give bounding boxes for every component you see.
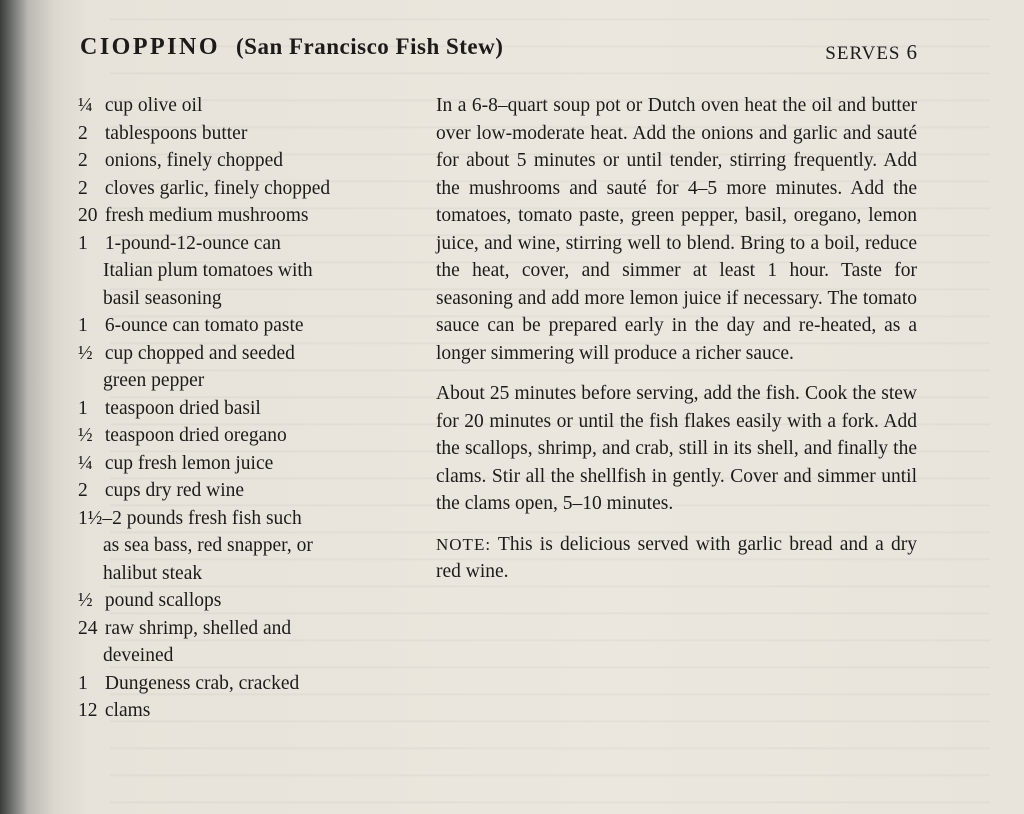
ingredient-text-cont: green pepper xyxy=(103,370,205,391)
ingredient-qty: 1 xyxy=(78,232,88,254)
ingredient-qty: 1 xyxy=(78,315,88,336)
ingredient-item xyxy=(78,395,398,423)
ingredient-text: cup olive oil xyxy=(104,95,203,116)
note-label: NOTE: xyxy=(436,534,492,554)
ingredient-qty: 2 xyxy=(78,177,88,199)
method-paragraph: In a 6-8–quart soup pot or Dutch oven heat the oil and butter over low-moderate heat. Add the onions and garlic and sauté for about 5 minutes or until tender, stirring frequently. Add the mushrooms and sauté for 4–5 more minutes. Add the tomatoes, tomato paste, green pepper, basil, oregano, lemon juice, and wine, stirring well to blend. Bring to a boil, reduce the heat, cover, and simmer at least 1 hour. Taste for seasoning and add more lemon juice if necessary. The tomato sauce can be prepared early in the day and re-heated, as a longer simmering will produce a richer sauce. xyxy=(436,95,917,364)
serves-value: 6 xyxy=(906,40,917,64)
ingredient-text: clams xyxy=(104,700,151,721)
ingredient-item xyxy=(78,615,398,670)
ingredient-qty: 1 xyxy=(78,672,88,694)
ingredient-qty: 24 xyxy=(78,617,98,639)
ingredient-text: teaspoon dried oregano xyxy=(104,425,287,446)
ingredient-item xyxy=(78,450,398,478)
ingredient-text: 6-ounce can tomato paste xyxy=(104,315,304,336)
note-text: This is delicious served with garlic bread and a dry red wine. xyxy=(436,533,917,582)
ingredient-qty: 1½–2 xyxy=(78,507,122,529)
ingredient-list xyxy=(78,92,398,725)
ingredient-text-cont: deveined xyxy=(103,645,174,666)
ingredient-text: cup fresh lemon juice xyxy=(104,452,274,474)
ingredient-item xyxy=(78,92,398,120)
ingredient-text: fresh medium mushrooms xyxy=(104,205,309,226)
ingredient-text: Dungeness crab, cracked xyxy=(104,672,300,694)
ingredient-text: pound scallops xyxy=(104,590,222,611)
recipe-name: CIOPPINO xyxy=(80,34,220,60)
ingredient-qty: 12 xyxy=(78,700,98,721)
method-paragraph: About 25 minutes before serving, add the fish. Cook the stew for 20 minutes or until the fish flakes easily with a fork. Add the scallops, shrimp, and crab, still in its shell, and finally the clams. Stir all the shellfish in gently. Cover and simmer until the clams open, 5–10 minutes. xyxy=(436,383,917,514)
ingredient-qty: ¼ xyxy=(78,95,93,116)
ingredient-text-cont: halibut steak xyxy=(103,562,203,584)
recipe-subtitle: (San Francisco Fish Stew) xyxy=(236,34,504,59)
ingredient-qty: ½ xyxy=(78,425,93,446)
ingredient-qty: 2 xyxy=(78,122,88,144)
ingredient-text-cont: Italian plum tomatoes with xyxy=(103,260,313,281)
ingredient-text: onions, finely chopped xyxy=(104,150,284,171)
ingredient-text: cloves garlic, finely chopped xyxy=(104,177,331,199)
ingredient-qty: 1 xyxy=(78,397,88,419)
ingredient-item xyxy=(78,340,398,395)
ingredient-text: cup chopped and seeded xyxy=(104,342,295,364)
ingredient-qty: 20 xyxy=(78,205,98,226)
ingredient-item xyxy=(78,697,398,725)
ingredient-qty: 2 xyxy=(78,480,88,501)
ingredient-item xyxy=(78,505,398,588)
ingredient-item xyxy=(78,312,398,340)
ingredient-item xyxy=(78,202,398,230)
serves-label: SERVES xyxy=(825,43,901,64)
ingredient-item xyxy=(78,422,398,450)
ingredient-item xyxy=(78,477,398,505)
note-paragraph xyxy=(436,531,917,586)
ingredient-text: tablespoons butter xyxy=(104,122,248,144)
ingredient-item xyxy=(78,175,398,203)
ingredient-item xyxy=(78,587,398,615)
ingredient-qty: 2 xyxy=(78,150,88,171)
serves-info xyxy=(825,40,917,65)
ingredient-item xyxy=(78,147,398,175)
ingredient-text: cups dry red wine xyxy=(104,480,245,501)
ingredient-text: teaspoon dried basil xyxy=(104,397,261,419)
ingredient-item xyxy=(78,670,398,698)
ingredient-text-cont: as sea bass, red snapper, or xyxy=(103,535,313,556)
ingredient-qty: ½ xyxy=(78,342,93,364)
ingredient-text: pounds fresh fish such xyxy=(126,507,302,529)
ingredient-text: raw shrimp, shelled and xyxy=(104,617,292,639)
ingredient-item xyxy=(78,120,398,148)
ingredient-qty: ¼ xyxy=(78,452,93,474)
ingredient-qty: ½ xyxy=(78,590,93,611)
ingredient-text: 1-pound-12-ounce can xyxy=(104,232,281,254)
method-text xyxy=(436,92,917,599)
ingredient-item xyxy=(78,230,398,313)
recipe-title xyxy=(80,34,503,61)
ingredient-text-cont: basil seasoning xyxy=(103,287,222,309)
